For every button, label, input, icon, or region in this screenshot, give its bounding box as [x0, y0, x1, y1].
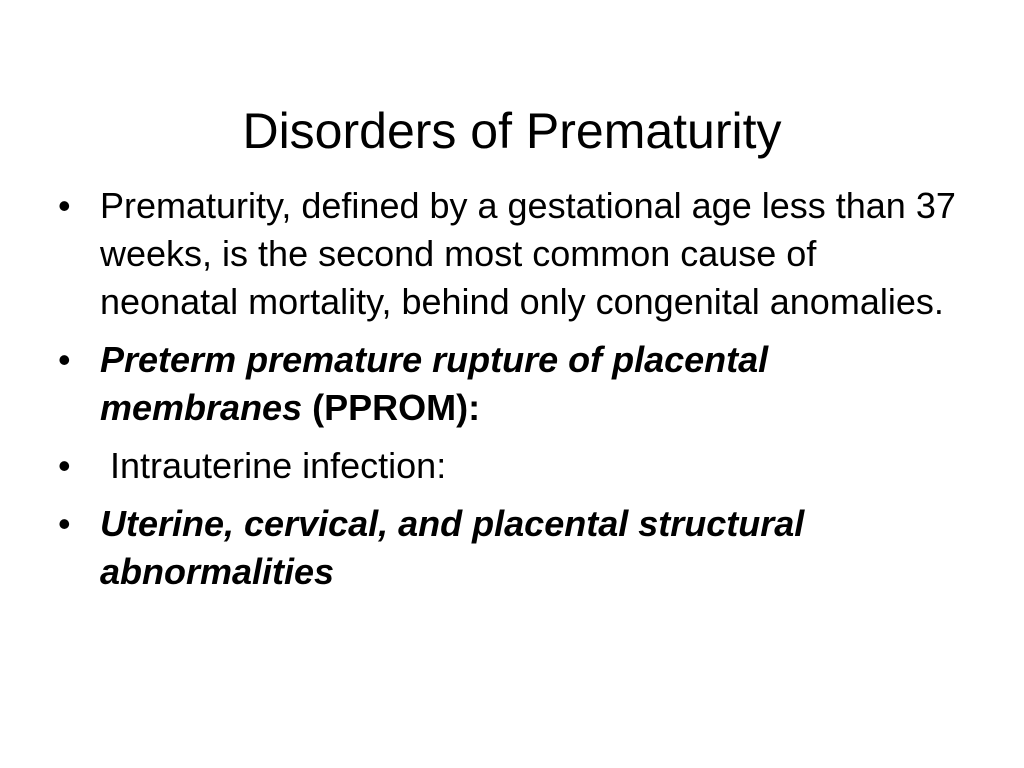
bullet-list [58, 182, 958, 606]
bullet-dot-icon: • [58, 185, 71, 226]
bullet-dot-icon: • [58, 339, 71, 380]
bullet-text: Intrauterine infection: [100, 445, 447, 486]
slide-title: Disorders of Prematurity [242, 102, 782, 159]
bullet-item [58, 442, 958, 490]
bullet-dot-icon: • [58, 445, 71, 486]
bullet-item [58, 500, 958, 596]
bullet-dot-icon: • [58, 503, 71, 544]
bullet-text: Prematurity, defined by a gestational age less than 37 weeks, is the second most common cause of neonatal mortality, behind only congenital anomalies. [100, 185, 956, 322]
bullet-item [58, 336, 958, 432]
bullet-emphasis-text: Preterm premature rupture of placental membranes [100, 339, 769, 428]
bullet-item [58, 182, 958, 326]
bullet-acronym-text: (PPROM): [302, 387, 481, 428]
bullet-emphasis-text: Uterine, cervical, and placental structural abnormalities [100, 503, 805, 592]
